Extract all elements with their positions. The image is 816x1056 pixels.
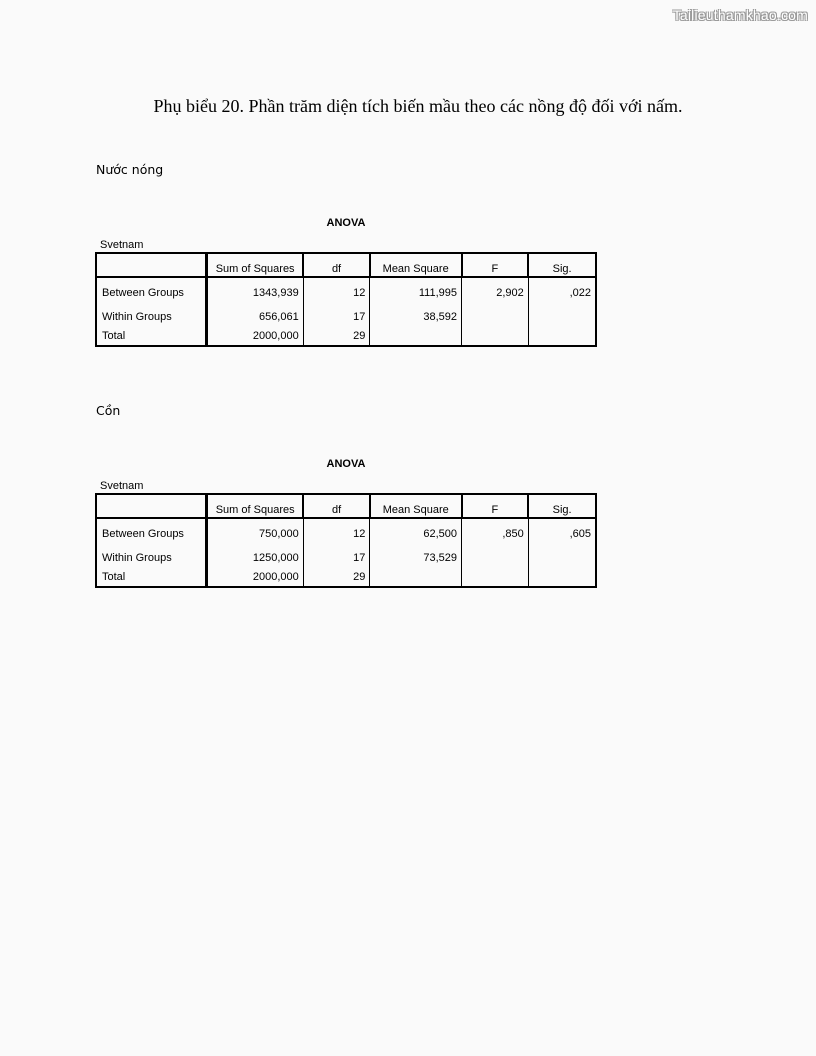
- cell-df: 17: [303, 547, 370, 568]
- cell-sum-of-squares: 2000,000: [207, 568, 304, 587]
- row-source: Within Groups: [96, 306, 207, 327]
- page-title: Phụ biểu 20. Phần trăm diện tích biến mầu theo các nồng độ đối với nấm.: [153, 96, 683, 116]
- anova-title: ANOVA: [326, 217, 366, 229]
- cell-f: [462, 306, 529, 327]
- row-source: Total: [96, 327, 207, 346]
- anova-table-nuoc-nong: [95, 252, 597, 347]
- cell-df: 12: [303, 518, 370, 547]
- section-label-nuoc-nong: Nước nóng: [96, 162, 164, 177]
- column-header: [96, 494, 207, 518]
- cell-f: [462, 327, 529, 346]
- column-header: F: [462, 253, 529, 277]
- anova-title: ANOVA: [326, 458, 366, 470]
- cell-sum-of-squares: 656,061: [207, 306, 304, 327]
- column-header: Sum of Squares: [207, 253, 304, 277]
- table-header-row: [96, 494, 596, 518]
- table-header-row: [96, 253, 596, 277]
- cell-sig: [528, 568, 596, 587]
- cell-mean-square: 62,500: [370, 518, 462, 547]
- cell-mean-square: 111,995: [370, 277, 462, 306]
- table-row: [96, 306, 596, 327]
- column-header: Sig.: [528, 494, 596, 518]
- cell-df: 17: [303, 306, 370, 327]
- cell-sum-of-squares: 1343,939: [207, 277, 304, 306]
- cell-f: ,850: [462, 518, 529, 547]
- column-header: F: [462, 494, 529, 518]
- column-header: df: [303, 253, 370, 277]
- variable-label: Svetnam: [100, 480, 144, 492]
- table-row: [96, 327, 596, 346]
- cell-mean-square: [370, 568, 462, 587]
- column-header: Mean Square: [370, 494, 462, 518]
- cell-f: [462, 547, 529, 568]
- table-row: [96, 277, 596, 306]
- table-row: [96, 518, 596, 547]
- cell-sum-of-squares: 2000,000: [207, 327, 304, 346]
- cell-f: 2,902: [462, 277, 529, 306]
- table-row: [96, 568, 596, 587]
- cell-f: [462, 568, 529, 587]
- cell-sig: ,022: [528, 277, 596, 306]
- row-source: Between Groups: [96, 277, 207, 306]
- row-source: Within Groups: [96, 547, 207, 568]
- column-header: Sig.: [528, 253, 596, 277]
- cell-sig: [528, 547, 596, 568]
- section-label-con: Cồn: [96, 403, 121, 418]
- column-header: [96, 253, 207, 277]
- cell-mean-square: 38,592: [370, 306, 462, 327]
- cell-sig: [528, 306, 596, 327]
- cell-mean-square: [370, 327, 462, 346]
- cell-df: 12: [303, 277, 370, 306]
- cell-mean-square: 73,529: [370, 547, 462, 568]
- cell-df: 29: [303, 568, 370, 587]
- cell-df: 29: [303, 327, 370, 346]
- cell-sum-of-squares: 1250,000: [207, 547, 304, 568]
- cell-sig: [528, 327, 596, 346]
- column-header: df: [303, 494, 370, 518]
- variable-label: Svetnam: [100, 239, 144, 251]
- anova-table-con: [95, 493, 597, 588]
- cell-sum-of-squares: 750,000: [207, 518, 304, 547]
- column-header: Sum of Squares: [207, 494, 304, 518]
- table-row: [96, 547, 596, 568]
- cell-sig: ,605: [528, 518, 596, 547]
- watermark: Tailieuthamkhao.com: [672, 7, 808, 23]
- row-source: Between Groups: [96, 518, 207, 547]
- row-source: Total: [96, 568, 207, 587]
- column-header: Mean Square: [370, 253, 462, 277]
